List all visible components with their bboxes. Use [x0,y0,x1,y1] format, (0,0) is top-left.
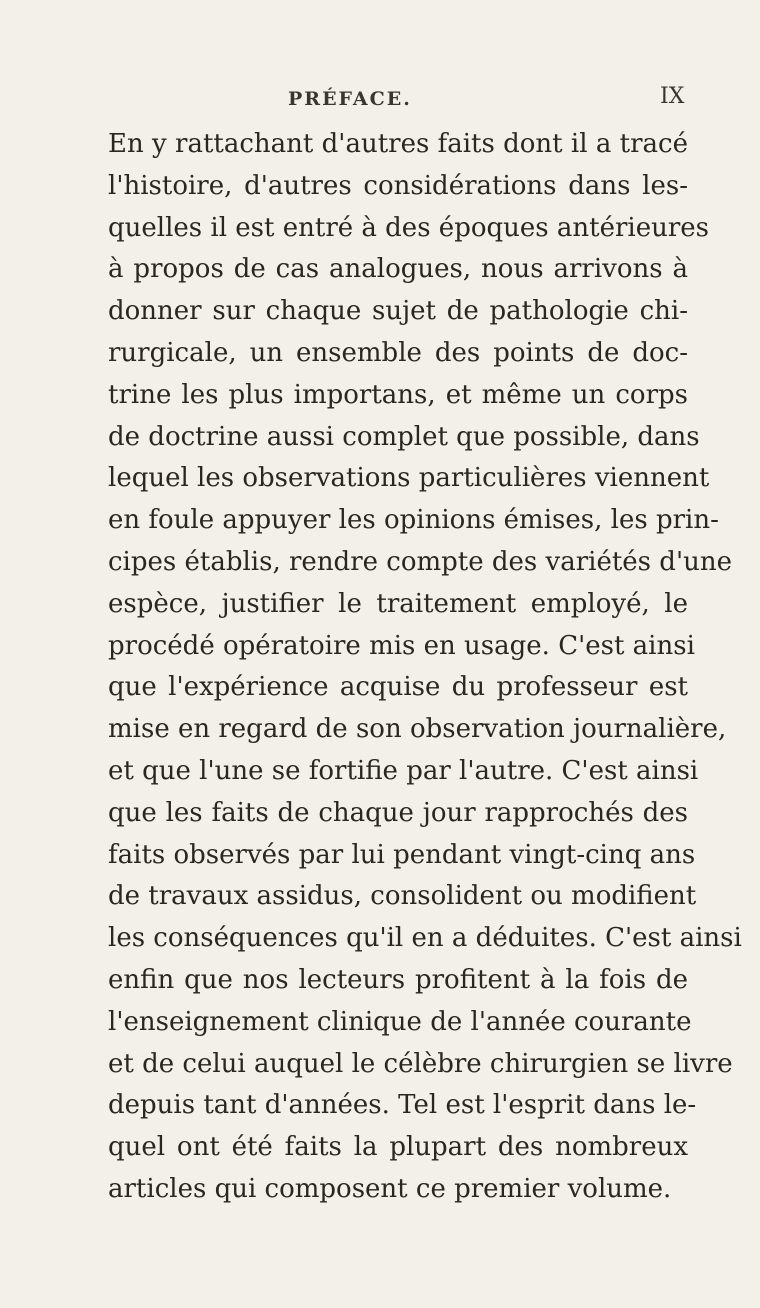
text-line: lequel les observations particulières viennent [108,463,710,494]
text-line: espèce, justifier le traitement employé, le [108,588,688,619]
text-line: en foule appuyer les opinions émises, les prin- [108,505,719,536]
text-line: donner sur chaque sujet de pathologie chi- [108,296,688,327]
page-number: IX [660,84,685,109]
text-line: de travaux assidus, consolident ou modifient [108,881,697,912]
body-paragraph [108,124,742,1211]
text-line: articles qui composent ce premier volume. [108,1173,672,1204]
text-line: depuis tant d'années. Tel est l'esprit dans le- [108,1090,697,1121]
text-line: l'histoire, d'autres considérations dans les- [108,170,688,201]
text-line: et que l'une se fortifie par l'autre. C'est ainsi [108,755,699,786]
text-line: que les faits de chaque jour rapprochés des [108,797,688,828]
text-line: rurgicale, un ensemble des points de doc- [108,337,688,368]
text-line: faits observés par lui pendant vingt-cinq ans [108,839,696,870]
text-line: cipes établis, rendre compte des variétés d'une [108,546,732,577]
text-line: les conséquences qu'il en a déduites. C'est ainsi [108,923,742,954]
text-line: l'enseignement clinique de l'année courante [108,1006,692,1037]
text-line: quel ont été faits la plupart des nombreux [108,1132,688,1163]
running-title: PRÉFACE. [288,88,412,110]
text-line: mise en regard de son observation journalière, [108,714,727,745]
text-line: procédé opératoire mis en usage. C'est ainsi [108,630,695,661]
text-line: trine les plus importans, et même un corps [108,379,688,410]
text-line: de doctrine aussi complet que possible, dans [108,421,700,452]
text-line: En y rattachant d'autres faits dont il a tracé [108,129,688,159]
text-line: à propos de cas analogues, nous arrivons à [108,254,688,285]
text-line: enfin que nos lecteurs profitent à la fois de [108,964,688,995]
text-line: que l'expérience acquise du professeur est [108,672,688,703]
text-line: quelles il est entré à des époques antérieures [108,212,709,243]
running-head [0,84,760,114]
text-line: et de celui auquel le célèbre chirurgien se livre [108,1048,733,1079]
